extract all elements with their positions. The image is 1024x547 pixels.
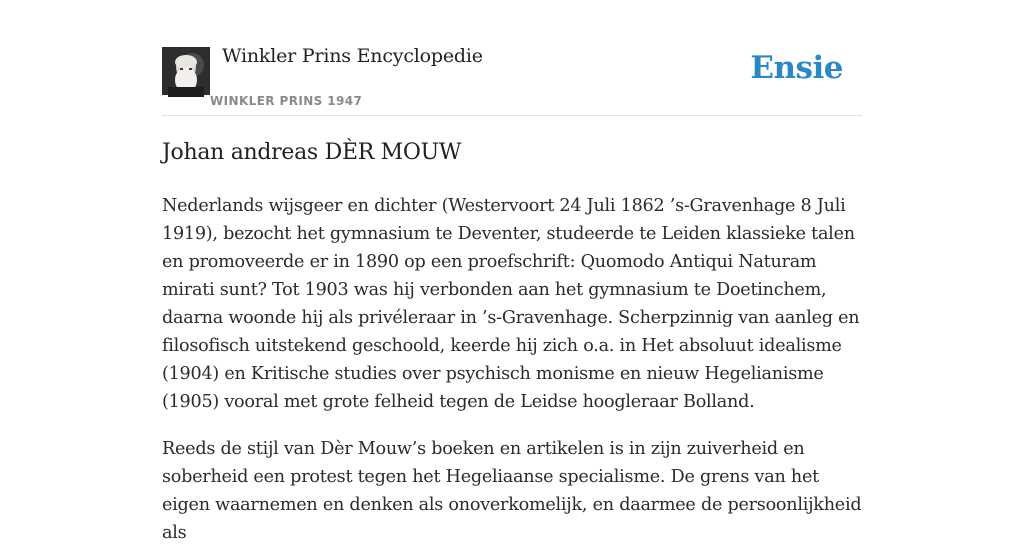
brand-logo[interactable]: Ensie bbox=[750, 50, 843, 86]
source-avatar[interactable] bbox=[162, 47, 210, 95]
source-title[interactable]: Winkler Prins Encyclopedie bbox=[222, 45, 483, 67]
article-paragraph: Reeds de stijl van Dèr Mouw’s boeken en artikelen is in zijn zuiverheid en soberheid een protest tegen het Hegeliaanse specialisme. De grens van het eigen waarnemen en denken als onoverkomelijk, en daarmee de persoonlijkheid als bbox=[162, 439, 862, 543]
source-header bbox=[162, 0, 862, 116]
article-paragraph: Nederlands wijsgeer en dichter (Westervoort 24 Juli 1862 ’s-Gravenhage 8 Juli 1919), bezocht het gymnasium te Deventer, studeerde te Leiden klassieke talen en promoveerde er in 1890 op een proefschrift: Quomodo Antiqui Naturam mirati sunt? Tot 1903 was hij verbonden aan het gymnasium te Doetinchem, daarna woonde hij als privéleraar in ’s-Gravenhage. Scherpzinnig van aanleg en filosofisch uitstekend geschoold, keerde hij zich o.a. in Het absoluut idealisme (1904) en Kritische studies over psychisch monisme en nieuw Hegelianisme (1905) vooral met grote felheid tegen de Leidse hoogleraar Bolland. bbox=[162, 196, 860, 412]
content-column bbox=[162, 0, 862, 543]
portrait-photo-icon bbox=[162, 47, 210, 95]
article-title: Johan andreas DÈR MOUW bbox=[162, 140, 462, 165]
source-subtitle: WINKLER PRINS 1947 bbox=[210, 94, 363, 108]
